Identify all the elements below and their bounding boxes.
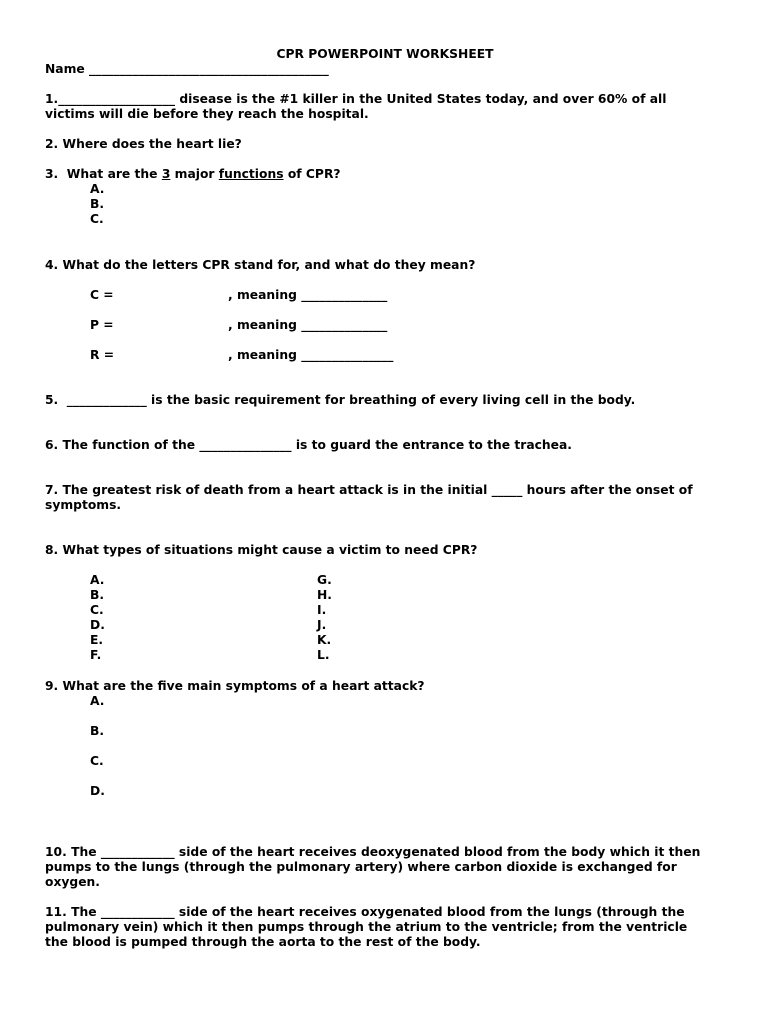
page-title: CPR POWERPOINT WORKSHEET <box>276 47 494 61</box>
question-8-option-h: H. <box>317 588 332 602</box>
question-3 <box>45 167 341 182</box>
question-8-option-i: I. <box>317 603 327 617</box>
question-4-letter-c: C = <box>90 288 114 302</box>
question-8-option-j: J. <box>317 618 327 632</box>
question-1-line-1: 1.___________________ disease is the #1 killer in the United States today, and over 60% of all <box>45 92 667 106</box>
question-8-option-b: B. <box>90 588 105 602</box>
question-4-meaning-r: , meaning _______________ <box>228 348 394 362</box>
name-line: Name _______________________________________ <box>45 62 329 76</box>
question-3-suffix: of CPR? <box>283 167 341 181</box>
question-4-letter-r: R = <box>90 348 115 362</box>
question-9: 9. What are the five main symptoms of a heart attack? <box>45 679 425 693</box>
question-1-line-2: victims will die before they reach the hospital. <box>45 107 369 121</box>
question-8-option-k: K. <box>317 633 332 647</box>
question-4: 4. What do the letters CPR stand for, and what do they mean? <box>45 258 476 272</box>
question-8-option-f: F. <box>90 648 102 662</box>
question-10-line-2: pumps to the lungs (through the pulmonary artery) where carbon dioxide is exchanged for <box>45 860 677 874</box>
question-3-word: functions <box>218 167 284 181</box>
question-11-line-2: pulmonary vein) which it then pumps through the atrium to the ventricle; from the ventricle <box>45 920 688 934</box>
question-3-option-a: A. <box>90 182 105 196</box>
question-4-letter-p: P = <box>90 318 114 332</box>
question-4-meaning-p: , meaning ______________ <box>228 318 388 332</box>
question-8: 8. What types of situations might cause a victim to need CPR? <box>45 543 478 557</box>
question-3-mid: major <box>170 167 219 181</box>
question-10-line-3: oxygen. <box>45 875 100 889</box>
question-3-option-b: B. <box>90 197 105 211</box>
question-2: 2. Where does the heart lie? <box>45 137 242 151</box>
question-11-line-3: the blood is pumped through the aorta to the rest of the body. <box>45 935 481 949</box>
question-3-number: 3 <box>161 167 171 181</box>
question-9-option-a: A. <box>90 694 105 708</box>
question-8-option-c: C. <box>90 603 104 617</box>
question-10-line-1: 10. The ____________ side of the heart receives deoxygenated blood from the body which it then <box>45 845 701 859</box>
question-8-option-d: D. <box>90 618 105 632</box>
question-8-option-g: G. <box>317 573 332 587</box>
question-8-option-a: A. <box>90 573 105 587</box>
question-6: 6. The function of the _______________ is to guard the entrance to the trachea. <box>45 438 572 452</box>
question-9-option-d: D. <box>90 784 105 798</box>
question-9-option-b: B. <box>90 724 105 738</box>
question-9-option-c: C. <box>90 754 104 768</box>
question-8-option-l: L. <box>317 648 330 662</box>
question-5: 5. _____________ is the basic requirement for breathing of every living cell in the body. <box>45 393 636 407</box>
question-8-option-e: E. <box>90 633 104 647</box>
question-4-meaning-c: , meaning ______________ <box>228 288 388 302</box>
question-7-line-1: 7. The greatest risk of death from a heart attack is in the initial _____ hours after the onset of <box>45 483 693 497</box>
question-3-prefix: 3. What are the <box>45 167 162 181</box>
question-7-line-2: symptoms. <box>45 498 122 512</box>
question-11-line-1: 11. The ____________ side of the heart receives oxygenated blood from the lungs (through the <box>45 905 685 919</box>
question-3-option-c: C. <box>90 212 104 226</box>
